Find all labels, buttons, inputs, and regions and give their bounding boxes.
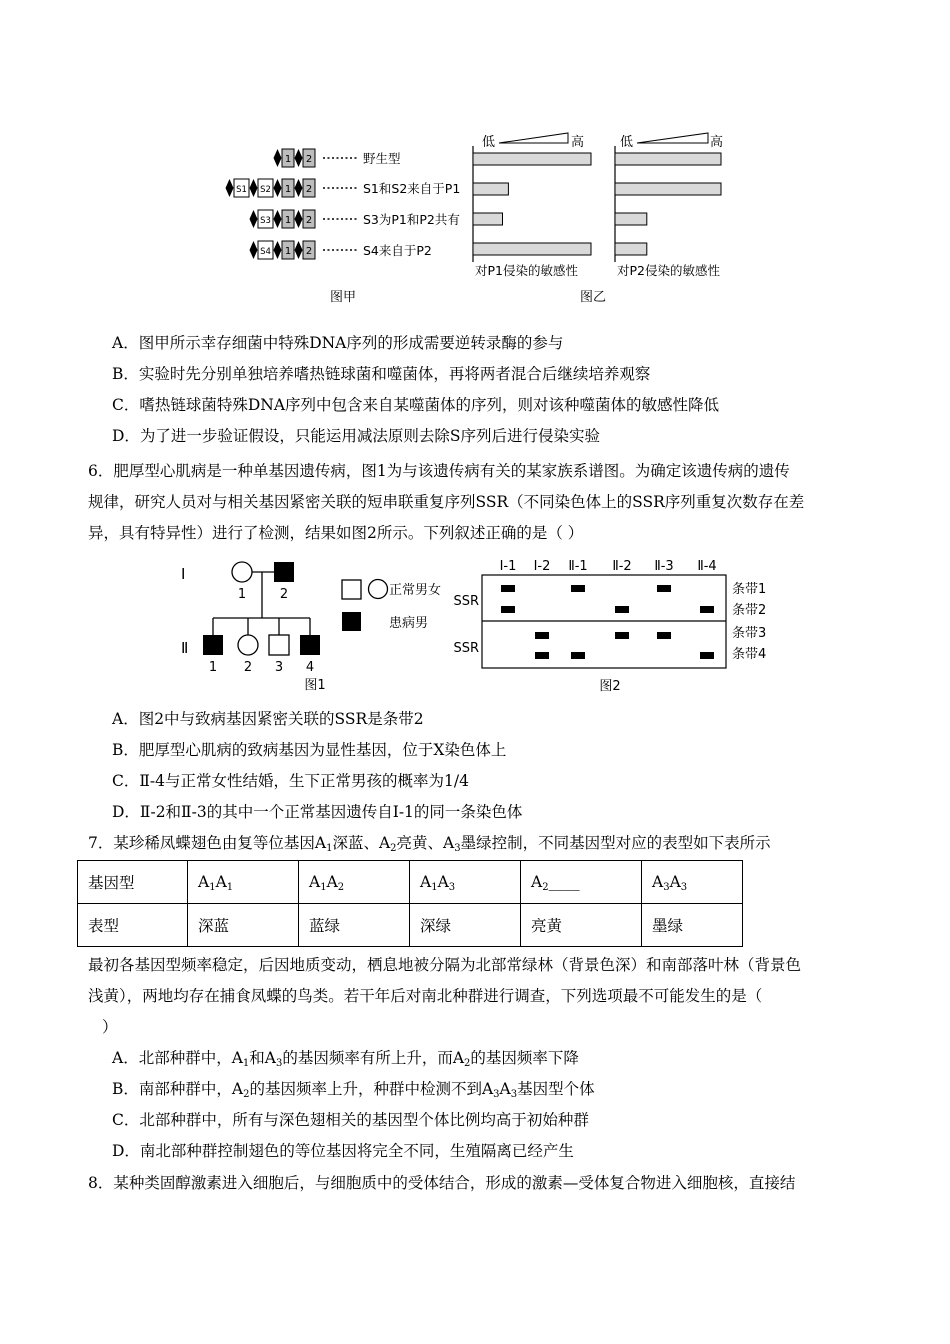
segment-label: 1: [284, 154, 292, 165]
q7-option-d: [112, 1140, 574, 1162]
repeat-diamond: [274, 210, 282, 228]
p1-bar: [473, 243, 591, 255]
p1-bar: [473, 153, 591, 165]
segment-label: 2: [305, 246, 313, 257]
ii1-num: 1: [208, 660, 218, 675]
ii2-female-normal: [238, 635, 258, 655]
segment-label: 2: [305, 154, 313, 165]
table-cell: 亮黄: [521, 904, 642, 947]
segment-label: 1: [284, 215, 292, 226]
segment-label: S3: [260, 216, 271, 226]
q5-option-b: B．实验时先分别单独培养嗜热链球菌和噬菌体，再将两者混合后继续培养观察: [112, 365, 651, 383]
q6-option-b: B．肥厚型心肌病的致病基因为显性基因，位于X染色体上: [112, 741, 507, 759]
gel-column-header: Ⅱ-4: [697, 559, 717, 574]
repeat-diamond: [295, 210, 303, 228]
ii4-num: 4: [305, 660, 315, 675]
repeat-diamond: [295, 179, 303, 197]
segment-label: 1: [284, 246, 292, 257]
table-cell: [410, 861, 521, 904]
band-i1-b1: [501, 585, 515, 592]
rich-text: $A_1A_1$: [198, 873, 234, 893]
q7-stem: [88, 832, 771, 854]
fig2-caption: 图2: [599, 679, 621, 694]
rich-text: C．北部种群中，所有与深色翅相关的基因型个体比例均高于初始种群: [112, 1111, 589, 1129]
table-cell: [642, 861, 743, 904]
q7-para-1: 最初各基因型频率稳定，后因地质变动，栖息地被分隔为北部常绿林（背景色深）和南部落叶林（背景色: [88, 956, 802, 974]
p1-bar: [473, 183, 508, 195]
rich-text: $A_3A_3$: [652, 873, 688, 893]
figure-jia: [215, 135, 475, 305]
q7-stem-text: 7．某珍稀凤蝶翅色由复等位基因$A_1$深蓝、$A_2$亮黄、$A_3$墨绿控制，不同基因型对应的表型如下表所示: [88, 834, 771, 854]
rich-text: D．南北部种群控制翅色的等位基因将完全不同，生殖隔离已经产生: [112, 1142, 574, 1160]
q5-option-a: A．图甲所示幸存细菌中特殊DNA序列的形成需要逆转录酶的参与: [112, 334, 564, 352]
table-row-genotype: [78, 861, 743, 904]
band-ii4-b4: [700, 652, 714, 659]
i1-num: 1: [237, 587, 247, 602]
yi-high-2: 高: [710, 135, 724, 150]
row-label: S1和S2来自于P1: [363, 181, 461, 196]
gel-column-header: Ⅱ-3: [654, 559, 674, 574]
q6-option-a: A．图2中与致病基因紧密关联的SSR是条带2: [112, 710, 424, 728]
p2-bar: [615, 153, 721, 165]
yi-low-1: 低: [482, 135, 496, 150]
yi-low-2: 低: [620, 135, 634, 150]
repeat-diamond: [274, 149, 282, 167]
segment-label: 2: [305, 184, 313, 195]
repeat-diamond: [295, 241, 303, 259]
legend-normal-text: 正常男女: [389, 583, 442, 598]
legend-affected-male: [342, 612, 361, 631]
ii3-num: 3: [274, 660, 284, 675]
rich-text: $A_1A_2$: [309, 873, 345, 893]
row-label: 野生型: [363, 151, 401, 166]
yi-p1-label: 对P1侵染的敏感性: [475, 263, 578, 278]
table-cell: [188, 861, 299, 904]
band-ii2-b3: [615, 632, 629, 639]
repeat-diamond: [274, 179, 282, 197]
rich-text: A．北部种群中，$A_1$和$A_3$的基因频率有所上升，而$A_2$的基因频率下降: [112, 1049, 579, 1069]
legend-normal-female: [369, 580, 388, 599]
segment-label: S1: [236, 185, 247, 195]
repeat-diamond: [250, 210, 258, 228]
table-cell: 深绿: [410, 904, 521, 947]
rich-text: $A_2\_\_\_\_$: [531, 873, 580, 893]
ii2-num: 2: [243, 660, 253, 675]
table-row-phenotype: [78, 904, 743, 947]
gen-1-label: Ⅰ: [181, 565, 186, 583]
table-cell: 蓝绿: [299, 904, 410, 947]
gel-column-header: Ⅱ-2: [612, 559, 632, 574]
q7-para-3: ）: [102, 1018, 118, 1036]
gel-column-header: Ⅱ-1: [568, 559, 588, 574]
gen-2-label: Ⅱ: [181, 639, 189, 657]
band-ii3-b1: [657, 585, 671, 592]
genotype-table: [77, 860, 743, 947]
q7-option-c: [112, 1109, 589, 1131]
repeat-diamond: [274, 241, 282, 259]
fig-jia-caption: 图甲: [329, 290, 357, 305]
fig-yi-caption: 图乙: [579, 290, 607, 305]
band-3-label: 条带3: [732, 626, 767, 641]
table-cell: 深蓝: [188, 904, 299, 947]
yi-p2-label: 对P2侵染的敏感性: [617, 263, 720, 278]
repeat-diamond: [226, 179, 234, 197]
ii4-male-affected: [300, 635, 320, 655]
p2-bar: [615, 243, 647, 255]
band-ii2-b2: [615, 606, 629, 613]
gel-bands: [501, 585, 714, 659]
band-ii4-b2: [700, 606, 714, 613]
legend-normal-male: [342, 580, 361, 599]
segment-label: 2: [305, 215, 313, 226]
p2-bar: [615, 213, 647, 225]
yi-high-1: 高: [571, 135, 585, 150]
band-ii3-b3: [657, 632, 671, 639]
q5-option-c: C．嗜热链球菌特殊DNA序列中包含来自某噬菌体的序列，则对该种噬菌体的敏感性降低: [112, 396, 720, 414]
ii1-male-affected: [203, 635, 223, 655]
segment-label: 1: [284, 184, 292, 195]
table-cell: 墨绿: [642, 904, 743, 947]
row-label: S4来自于P2: [363, 243, 432, 258]
ii3-male-normal: [269, 635, 289, 655]
i2-male-affected: [274, 562, 294, 582]
rich-text: B．南部种群中，$A_2$的基因频率上升，种群中检测不到$A_3A_3$基因型个体: [112, 1080, 595, 1100]
band-ii1-b4: [571, 652, 585, 659]
q6-stem-1: 6．肥厚型心肌病是一种单基因遗传病，图1为与该遗传病有关的某家族系谱图。为确定该遗传病的遗传: [88, 462, 790, 480]
band-4-label: 条带4: [732, 647, 767, 662]
q7-option-a: [112, 1047, 579, 1069]
band-i2-b3: [535, 632, 549, 639]
repeat-diamond: [250, 179, 258, 197]
p1-bar: [473, 213, 503, 225]
repeat-diamond: [250, 241, 258, 259]
row-label: S3为P1和P2共有: [363, 212, 460, 227]
legend-affected-text: 患病男: [389, 616, 429, 631]
fig1-caption: 图1: [304, 678, 326, 693]
q6-stem-3: 异，具有特异性）进行了检测，结果如图2所示。下列叙述正确的是（ ）: [88, 524, 584, 542]
segment-label: S2: [260, 185, 271, 195]
ssr-figure-2: [445, 553, 785, 698]
q6-option-c: C．Ⅱ-4与正常女性结婚，生下正常男孩的概率为1/4: [112, 772, 469, 790]
segment-label: S4: [260, 247, 271, 257]
band-i2-b4: [535, 652, 549, 659]
table-cell: [299, 861, 410, 904]
table-cell: 基因型: [78, 861, 188, 904]
yi-wedge-2: [637, 133, 708, 143]
rich-text: $A_1A_3$: [420, 873, 456, 893]
ssr-label-top: SSR: [453, 594, 479, 609]
repeat-diamond: [295, 149, 303, 167]
q6-stem-2: 规律，研究人员对与相关基因紧密关联的短串联重复序列SSR（不同染色体上的SSR序列重复次数存在差: [88, 493, 805, 511]
q6-option-d: D．Ⅱ-2和Ⅱ-3的其中一个正常基因遗传自Ⅰ-1的同一条染色体: [112, 803, 523, 821]
gel-column-header: Ⅰ-1: [499, 559, 517, 574]
band-i1-b2: [501, 606, 515, 613]
table-cell: [521, 861, 642, 904]
q7-option-b: [112, 1078, 595, 1100]
pedigree-figure-1: [175, 555, 475, 695]
band-1-label: 条带1: [732, 582, 767, 597]
table-cell: 表型: [78, 904, 188, 947]
p2-bar: [615, 183, 721, 195]
q8-stem: 8．某种类固醇激素进入细胞后，与细胞质中的受体结合，形成的激素—受体复合物进入细胞核，直接结: [88, 1174, 796, 1192]
band-2-label: 条带2: [732, 603, 767, 618]
q7-para-2: 浅黄），两地均存在捕食凤蝶的鸟类。若干年后对南北种群进行调查，下列选项最不可能发生的是（: [88, 987, 763, 1005]
q5-option-d: D．为了进一步验证假设，只能运用减法原则去除S序列后进行侵染实验: [112, 427, 601, 445]
figure-yi: [465, 128, 745, 308]
ssr-label-bottom: SSR: [453, 641, 479, 656]
yi-wedge-1: [499, 133, 568, 143]
band-ii1-b1: [571, 585, 585, 592]
i1-female-normal: [232, 562, 252, 582]
gel-column-header: Ⅰ-2: [533, 559, 551, 574]
i2-num: 2: [279, 587, 289, 602]
